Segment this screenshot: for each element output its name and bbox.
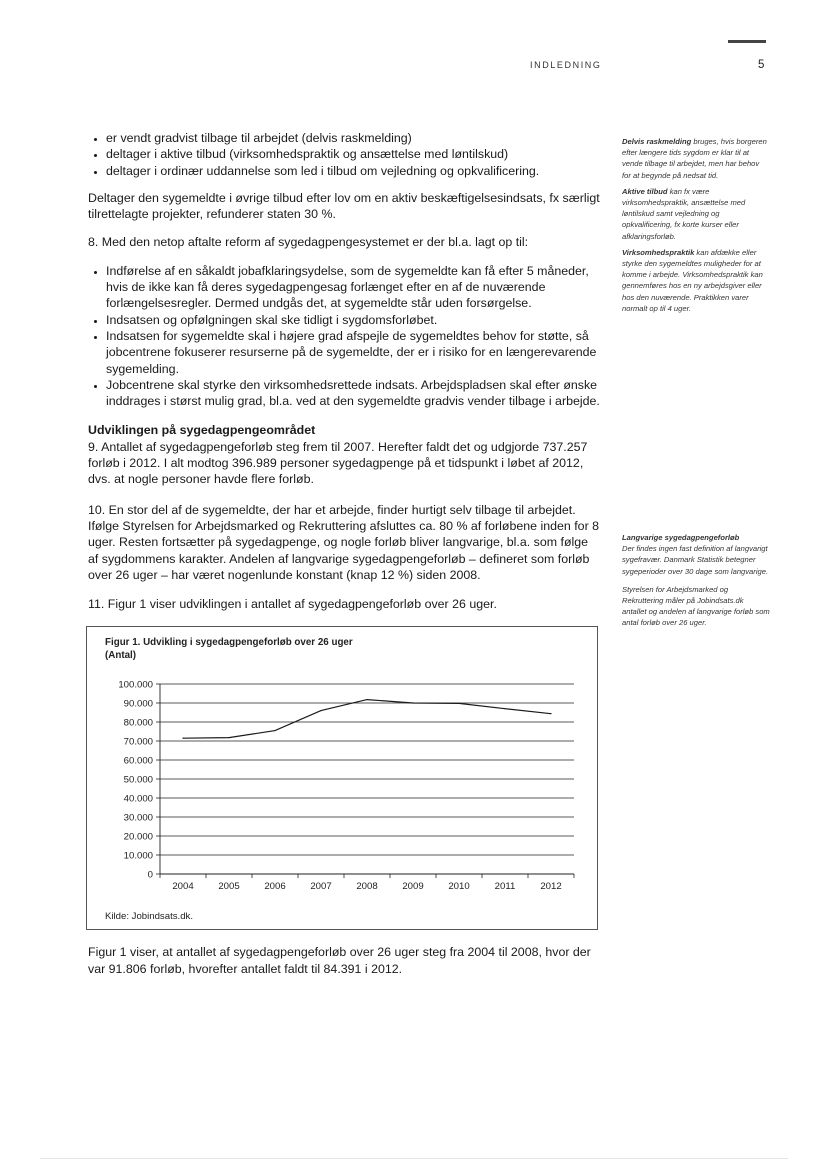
paragraph-10: 10. En stor del af de sygemeldte, der har et arbejde, finder hurtigt selv tilbage til arbejdet. Ifølge Styrelsen for Arbejdsmarked og Rekruttering afsluttes ca. 80 % af forløbene inden for 8 uger. Resten fortsætter på sygedagpenge, og nogle forløb bliver langvarige, bl.a. som følge af sygdommens karakter. Andelen af langvarige sygedagpengeforløb – defineret som forløb over 26 uger – har været nogenlunde konstant (knap 12 %) siden 2008.: [88, 502, 600, 582]
x-tick-label: 2006: [264, 881, 286, 893]
margin-note-term: Aktive tilbud: [622, 186, 668, 196]
paragraph-8: 8. Med den netop aftalte reform af sygedagpengesystemet er der bl.a. lagt op til:: [88, 235, 529, 250]
bullet-list-1: [88, 130, 600, 179]
running-head: INDLEDNING: [530, 60, 602, 70]
x-tick-label: 2007: [310, 881, 332, 893]
y-tick-label: 40.000: [123, 793, 153, 805]
data-point: [504, 709, 505, 710]
list-item: • Indsatsen for sygemeldte skal i højere grad afspejle de sygemeldtes behov for støtte, så jobcentrene fokuserer resurserne på de sygemeldte, der er i risiko for en længerevarende sygemelding.: [106, 328, 600, 377]
x-tick-label: 2009: [402, 881, 424, 893]
page-number: 5: [758, 59, 765, 71]
data-point: [228, 737, 229, 738]
paragraph-11: 11. Figur 1 viser udviklingen i antallet af sygedagpengeforløb over 26 uger.: [88, 597, 497, 612]
figure-source: Kilde: Jobindsats.dk.: [105, 911, 193, 923]
margin-note: [622, 532, 770, 543]
list-item: • Jobcentrene skal styrke den virksomhedsrettede indsats. Arbejdspladsen skal efter ønske inddrages i størst mulig grad, bl.a. ved at den sygemeldte gradvis vender tilbage i arbejde.: [106, 377, 600, 410]
margin-note-text: Der findes ingen fast definition af langvarigt sygefravær. Danmark Statistik betegner sygeperioder over 30 dage som langvarige.: [622, 544, 769, 576]
list-item: • er vendt gradvist tilbage til arbejdet (delvis raskmelding): [106, 130, 600, 146]
line-chart: [87, 627, 597, 929]
y-tick-label: 70.000: [123, 736, 153, 748]
x-tick-label: 2011: [494, 881, 516, 893]
margin-note: [622, 186, 770, 242]
figure-title-line: Figur 1. Udvikling i sygedagpengeforløb over 26 uger: [105, 637, 353, 649]
x-tick-label: 2012: [540, 881, 562, 893]
y-tick-label: 20.000: [123, 831, 153, 843]
paragraph-refund: Deltager den sygemeldte i øvrige tilbud efter lov om en aktiv beskæftigelsesindsats, fx særligt tilrettelagte projekter, refunderer staten 30 %.: [88, 190, 600, 222]
y-tick-label: 0: [147, 869, 153, 881]
list-item: • deltager i ordinær uddannelse som led i tilbud om vejledning og opkvalificering.: [106, 163, 600, 179]
main-column: [88, 130, 600, 988]
data-point: [412, 703, 413, 704]
margin-note: [622, 136, 770, 181]
margin-note-term: Delvis raskmelding: [622, 137, 692, 146]
data-point: [550, 713, 551, 714]
y-tick-label: 90.000: [123, 698, 153, 710]
y-tick-label: 50.000: [123, 774, 153, 786]
y-tick-label: 100.000: [118, 679, 153, 691]
y-tick-label: 30.000: [123, 812, 153, 824]
data-point: [366, 699, 367, 700]
y-tick-label: 60.000: [123, 755, 153, 767]
bullet-list-2: [88, 263, 600, 410]
header-rule: [728, 40, 766, 43]
margin-note-text: bruges, hvis borgeren efter længere tids sygdom er klar til at vende tilbage til arbejdet, men har behov for at begynde på nedsat tid.: [622, 137, 767, 180]
margin-note: [622, 247, 770, 314]
y-tick-label: 10.000: [123, 850, 153, 862]
data-point: [320, 710, 321, 711]
margin-notes-bottom: [622, 532, 770, 634]
figure-1: [86, 626, 598, 930]
list-item: • Indførelse af en såkaldt jobafklaringsydelse, som de sygemeldte kan få efter 5 måneder, hvis de ikke kan få deres sygedagpengesag forlænget efter en af de nuværende forlængelsesregler. Dermed undgås det, at sygemeldte står uden forsørgelse.: [106, 263, 600, 312]
x-tick-label: 2005: [218, 881, 240, 893]
margin-note-text: kan afdække eller styrke den sygemeldtes muligheder for at komme i arbejde. Virksomhedspraktik kan gennemføres hos en ny arbejdsgiver eller hos den nuværende. Praktikken varer normalt op til 4 uger.: [622, 247, 763, 313]
list-item: • deltager i aktive tilbud (virksomhedspraktik og ansættelse med løntilskud): [106, 146, 600, 162]
margin-note-text: Styrelsen for Arbejdsmarked og Rekruttering måler på Jobindsats.dk antallet og andelen af langvarige forløb som antal forløb over 26 uger.: [622, 584, 770, 628]
figure-subtitle: (Antal): [105, 649, 137, 661]
x-tick-label: 2004: [172, 881, 194, 893]
section-heading: Udviklingen på sygedagpengeområdet: [88, 423, 316, 438]
y-tick-label: 80.000: [123, 717, 153, 729]
paragraph-9: 9. Antallet af sygedagpengeforløb steg frem til 2007. Herefter faldt det og udgjorde 737.257 forløb i 2012. I alt modtog 396.989 personer sygedagpenge på et tidspunkt i løbet af 2012, dvs. at nogle personer havde flere forløb.: [88, 439, 588, 487]
x-tick-label: 2010: [448, 881, 470, 893]
data-point: [458, 703, 459, 704]
paragraph-after-figure: Figur 1 viser, at antallet af sygedagpengeforløb over 26 uger steg fra 2004 til 2008, hvor der var 91.806 forløb, hvorefter antallet faldt til 84.391 i 2012.: [88, 945, 591, 976]
margin-notes-top: [622, 136, 770, 319]
x-tick-label: 2008: [356, 881, 378, 893]
margin-note-term: Langvarige sygedagpengeforløb: [622, 533, 740, 542]
margin-note-text: kan fx være virksomhedspraktik, ansættelse med løntilskud samt vejledning og opkvalificering, fx korte kurser eller afklaringsforløb.: [622, 186, 746, 241]
series-line: [183, 700, 551, 739]
data-point: [274, 730, 275, 731]
list-item: • Indsatsen og opfølgningen skal ske tidligt i sygdomsforløbet.: [106, 312, 600, 328]
footer-rule: [40, 1158, 788, 1159]
margin-note-term: Virksomhedspraktik: [622, 247, 695, 257]
data-point: [182, 738, 183, 739]
